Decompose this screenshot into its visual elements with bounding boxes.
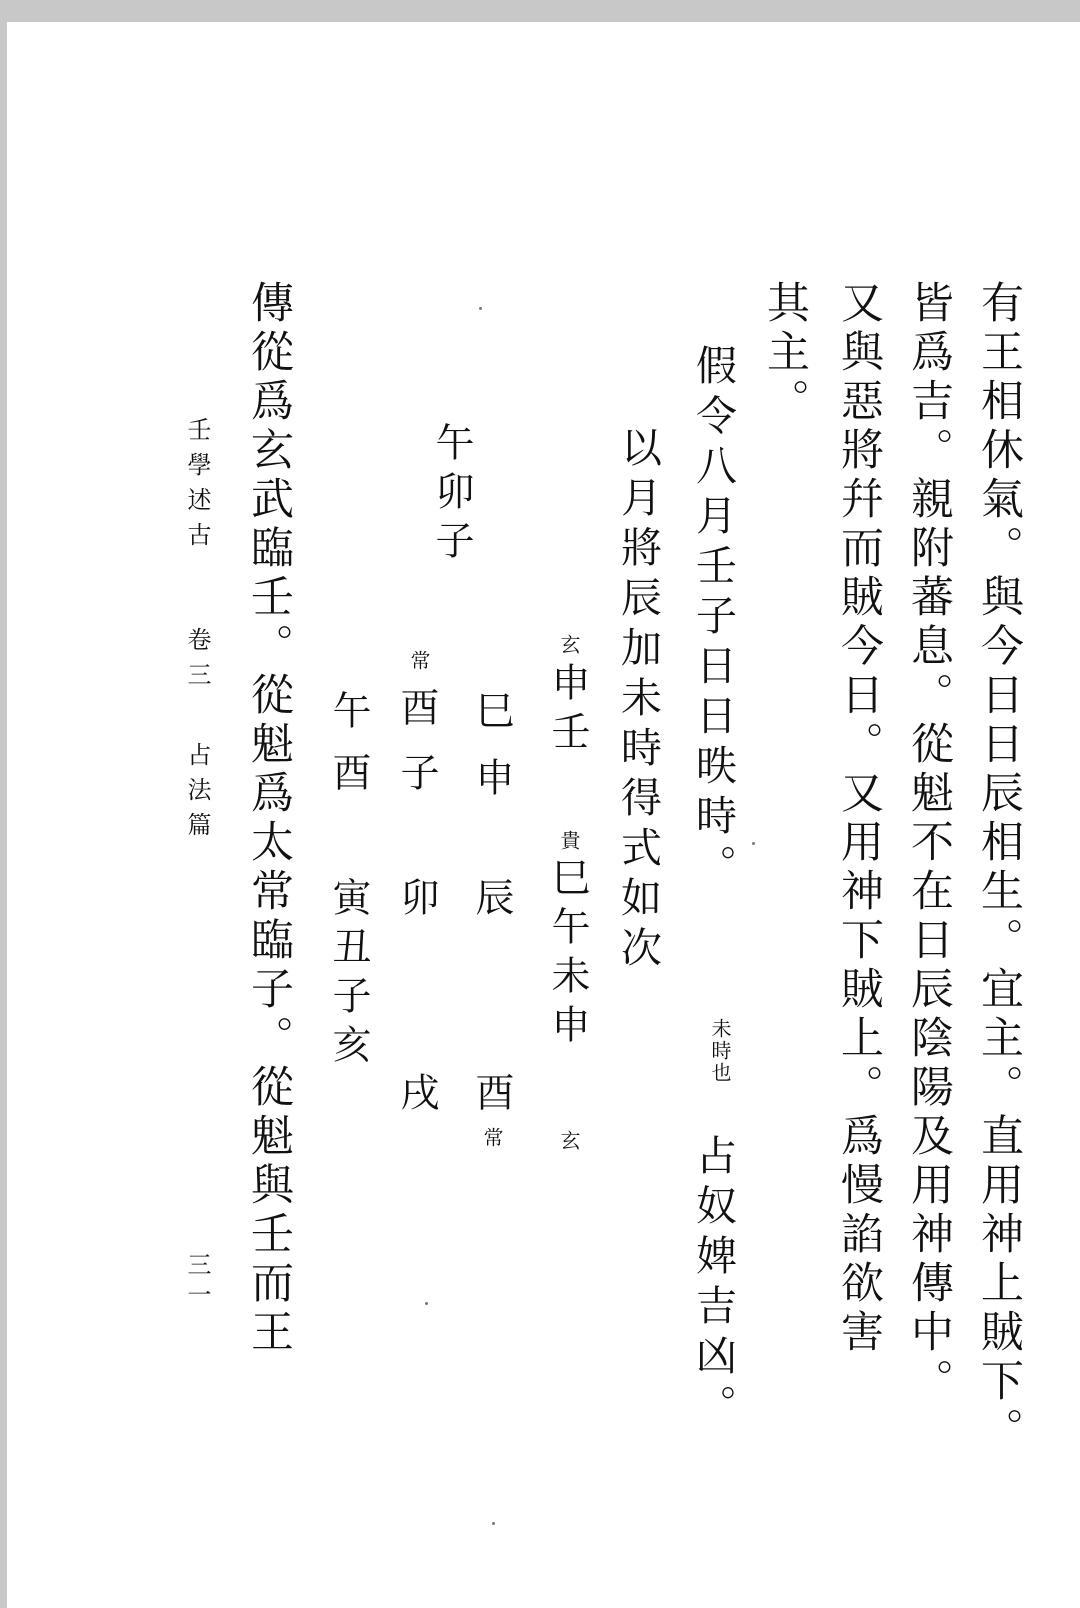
text-column-3: 又與惡將幷而賊今日。又用神下賊上。爲慢諂欲害: [834, 280, 884, 1358]
text-column-4: 其主。: [760, 280, 810, 427]
chart-cell: 戌: [394, 1072, 439, 1121]
page-number: 三一: [183, 1252, 211, 1312]
chart-annotation: 常: [480, 1127, 504, 1149]
chart-annotation: 玄: [557, 1130, 581, 1152]
chart-cell: 申: [469, 757, 514, 806]
chart-cell: 酉: [394, 687, 439, 736]
chart-annotation: 常: [407, 650, 431, 672]
chart-cell: 寅丑子亥: [326, 877, 371, 1073]
section-label: 占法篇: [183, 742, 211, 847]
text-column-5b: 占奴婢吉凶。: [689, 1134, 737, 1434]
chart-cell: 辰: [469, 877, 514, 926]
scan-speck: [479, 307, 482, 310]
chart-row-1b: 巳午未申: [545, 857, 590, 1053]
text-column-1: 有王相休氣。與今日日辰相生。宜主。直用神上賊下。: [974, 280, 1024, 1456]
chart-cell: 卯: [394, 877, 439, 926]
chart-cell: 酉: [469, 1072, 514, 1121]
text-column-7: 傳從爲玄武臨壬。從魁爲太常臨子。從魁與壬而王: [244, 280, 294, 1358]
chart-cell: 午: [326, 690, 371, 739]
chart-cell: 子: [394, 752, 439, 801]
text-column-6: 以月將辰加未時得式如次: [614, 426, 662, 976]
text-column-2: 皆爲吉。親附蕃息。從魁不在日辰陰陽及用神傳中。: [904, 280, 954, 1407]
document-page: [7, 22, 1080, 1608]
scan-speck: [752, 842, 755, 845]
book-title: 壬學述古: [183, 417, 211, 557]
chart-cell: 酉: [326, 752, 371, 801]
volume-label: 卷三: [183, 627, 211, 697]
chart-row-5: 午卯子: [429, 422, 474, 569]
chart-annotation: 貴: [557, 830, 581, 852]
scan-speck: [492, 1522, 495, 1525]
text-column-5a: 假令八月壬子日日昳時。: [689, 344, 737, 894]
chart-annotation: 玄: [557, 634, 581, 656]
scan-speck: [425, 1302, 428, 1305]
chart-cell: 巳: [469, 690, 514, 739]
chart-row-1a: 申壬: [545, 662, 590, 760]
annotation-note: 未時也: [708, 1018, 732, 1084]
